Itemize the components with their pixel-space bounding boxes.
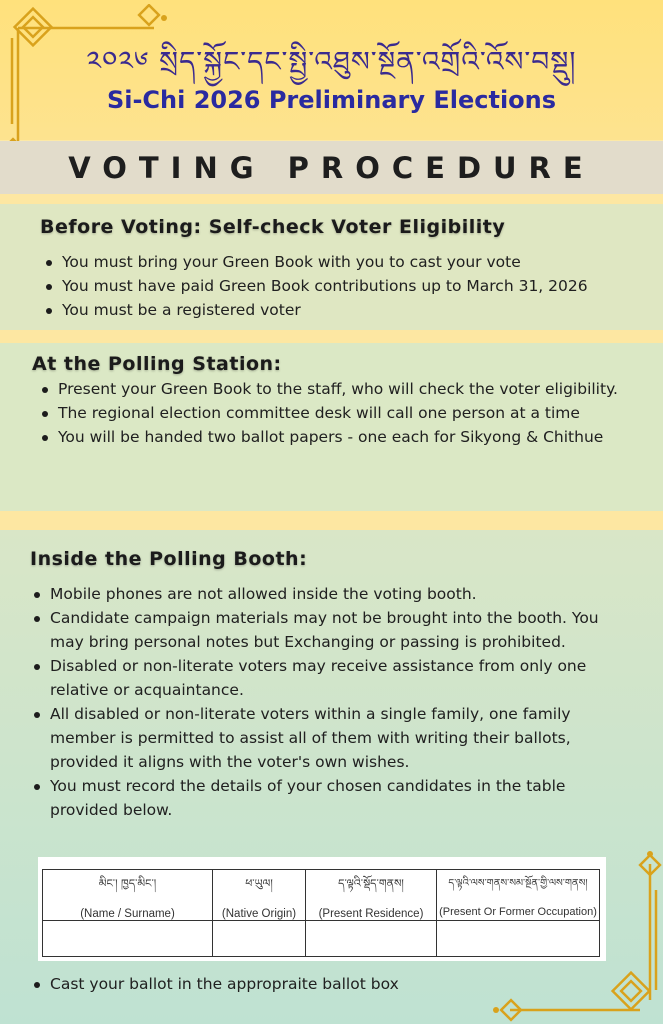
before-voting-section [0,204,663,330]
list-item: The regional election committee desk will call one person at a time [40,401,620,425]
section-title: At the Polling Station: [32,353,282,375]
list-item: You must have paid Green Book contributions up to March 31, 2026 [44,274,644,298]
tibetan-title: ༢༠༢༦ སྲིད་སྐྱོང་དང་སྤྱི་འཐུས་སྔོན་འགྲོའི་འོས་བསྡུ། [86,45,577,78]
column-header-name [43,870,213,921]
divider-strip [0,330,663,343]
column-tibetan-label: མིང་། ཁྱད་མིང་། [98,876,157,890]
endless-knot-corner-icon [490,850,663,1024]
column-tibetan-label: ད་ལྟའི་ལས་གནས་སམ་སྔོན་གྱི་ལས་གནས། [448,878,588,889]
polling-booth-list [32,582,622,822]
english-title: Si-Chi 2026 Preliminary Elections [106,86,557,114]
column-english-label: (Name / Surname) [80,907,175,920]
section-title: Inside the Polling Booth: [30,548,308,570]
list-item: Candidate campaign materials may not be brought into the booth. You may bring personal notes but Exchanging or passing is prohibited. [32,606,622,654]
list-item: All disabled or non-literate voters within a single family, one family member is permitted to assist all of them with writing their ballots, provided it aligns with the voter's own wishes. [32,702,622,774]
divider-strip [0,194,663,204]
divider-strip [0,511,663,530]
list-item: You must bring your Green Book with you to cast your vote [44,250,644,274]
column-english-label: (Present Residence) [318,907,424,920]
banner-title: VOTING PROCEDURE [68,151,595,185]
residence-cell[interactable] [306,921,437,957]
list-item: Present your Green Book to the staff, who will check the voter eligibility. [40,377,620,401]
section-title: Before Voting: Self-check Voter Eligibility [40,216,506,238]
column-english-label: (Native Origin) [221,907,297,920]
origin-cell[interactable] [213,921,306,957]
list-item: Disabled or non-literate voters may receive assistance from only one relative or acquaintance. [32,654,622,702]
list-item: You will be handed two ballot papers - one each for Sikyong & Chithue [40,425,620,449]
list-item: Cast your ballot in the appropraite ballot box [32,972,622,996]
polling-station-section [0,343,663,511]
column-tibetan-label: ཕ་ཡུལ། [245,876,273,890]
list-item: You must record the details of your chosen candidates in the table provided below. [32,774,622,822]
procedure-banner [0,141,663,194]
list-item: You must be a registered voter [44,298,644,322]
column-header-residence [306,870,437,921]
list-item: Mobile phones are not allowed inside the voting booth. [32,582,622,606]
column-header-origin [213,870,306,921]
name-cell[interactable] [43,921,213,957]
polling-station-list [40,377,620,449]
eligibility-list [44,250,644,322]
column-english-label: (Present Or Former Occupation) [439,906,597,918]
column-tibetan-label: ད་ལྟའི་སྡོད་གནས། [338,876,404,890]
